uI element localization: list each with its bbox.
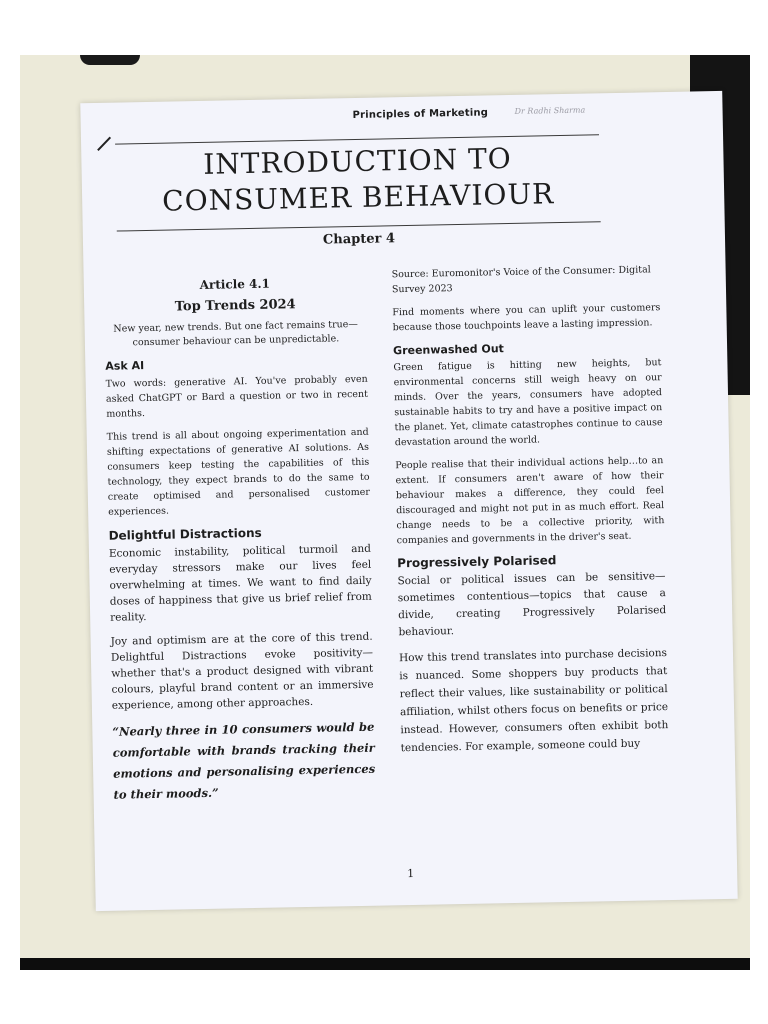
desk-object-top: [80, 55, 140, 65]
section-heading-ask-ai: Ask AI: [105, 359, 145, 373]
left-column: [104, 268, 376, 814]
source-citation: Source: Euromonitor's Voice of the Consumer: Digital Survey 2023: [391, 264, 651, 296]
section-heading-progressively-polarised: Progressively Polarised: [397, 553, 557, 571]
author-signature: Dr Radhi Sharma: [514, 105, 586, 116]
chapter-label: Chapter 4: [322, 231, 396, 248]
delightful-paragraph-1: Economic instability, political turmoil and everyday stressors make our lives feel overwhelming at times. We want to find daily doses of happiness that give us brief relief from reality.: [108, 542, 372, 624]
desk-background: [20, 55, 750, 970]
greenwashed-paragraph-1: Green fatigue is hitting new heights, but environmental concerns still weigh heavy on our minds. Over the years, consumers have adopted sustainable habits to try and have a positive impact on the planet. Yet, climate catastrophes continue to cause devastation around the world.: [393, 357, 663, 449]
document-page: [80, 91, 737, 911]
delightful-paragraph-2: Joy and optimism are at the core of this trend. Delightful Distractions evoke positivity—whether that's a product designed with vibrant colours, playful brand content or an immersive experience, among other approaches.: [110, 630, 374, 712]
polarised-paragraph-1: Social or political issues can be sensitive—sometimes contentious—topics that cause a divide, creating Progressively Polarised behaviour.: [397, 570, 667, 639]
desk-shadow-bottom: [20, 958, 750, 970]
running-title: Principles of Marketing: [352, 107, 489, 122]
greenwashed-paragraph-2: People realise that their individual actions help…to an extent. If consumers aren't aware of how their behaviour makes a difference, they could feel discouraged and might not put in as much effort. Real change needs to be a collective priority, with companies and governments in the driver's seat.: [395, 455, 665, 547]
pull-quote: “Nearly three in 10 consumers would be comfortable with brands tracking their emotions and personalising experiences to their moods.”: [112, 719, 376, 802]
pen-tick-mark: [97, 137, 111, 151]
uplift-paragraph: Find moments where you can uplift your customers because those touchpoints leave a lasting impression.: [392, 302, 661, 334]
polarised-paragraph-2: How this trend translates into purchase decisions is nuanced. Some shoppers buy products that reflect their values, like sustainability or political affiliation, whilst others focus on benefits or price instead. However, consumers often exhibit both tendencies. For example, someone could buy: [398, 647, 669, 755]
article-number: Article 4.1: [199, 276, 271, 292]
right-column: [392, 262, 670, 765]
running-header: [81, 103, 723, 135]
article-lead: New year, new trends. But one fact remains true—consumer behaviour can be unpredictable.: [113, 318, 358, 349]
page-title: INTRODUCTION TO CONSUMER BEHAVIOUR: [161, 141, 555, 218]
ask-ai-paragraph-2: This trend is all about ongoing experimentation and shifting expectations of generative AI solutions. As consumers keep testing the capabilities of this technology, they expect brands to do the same to create optimised and personalised customer experiences.: [106, 426, 370, 518]
section-heading-greenwashed-out: Greenwashed Out: [392, 342, 504, 358]
article-title: Top Trends 2024: [174, 297, 296, 315]
page-number: 1: [407, 866, 415, 881]
section-heading-delightful-distractions: Delightful Distractions: [108, 525, 262, 543]
ask-ai-paragraph-1: Two words: generative AI. You've probably even asked ChatGPT or Bard a question or two in recent months.: [105, 373, 369, 420]
